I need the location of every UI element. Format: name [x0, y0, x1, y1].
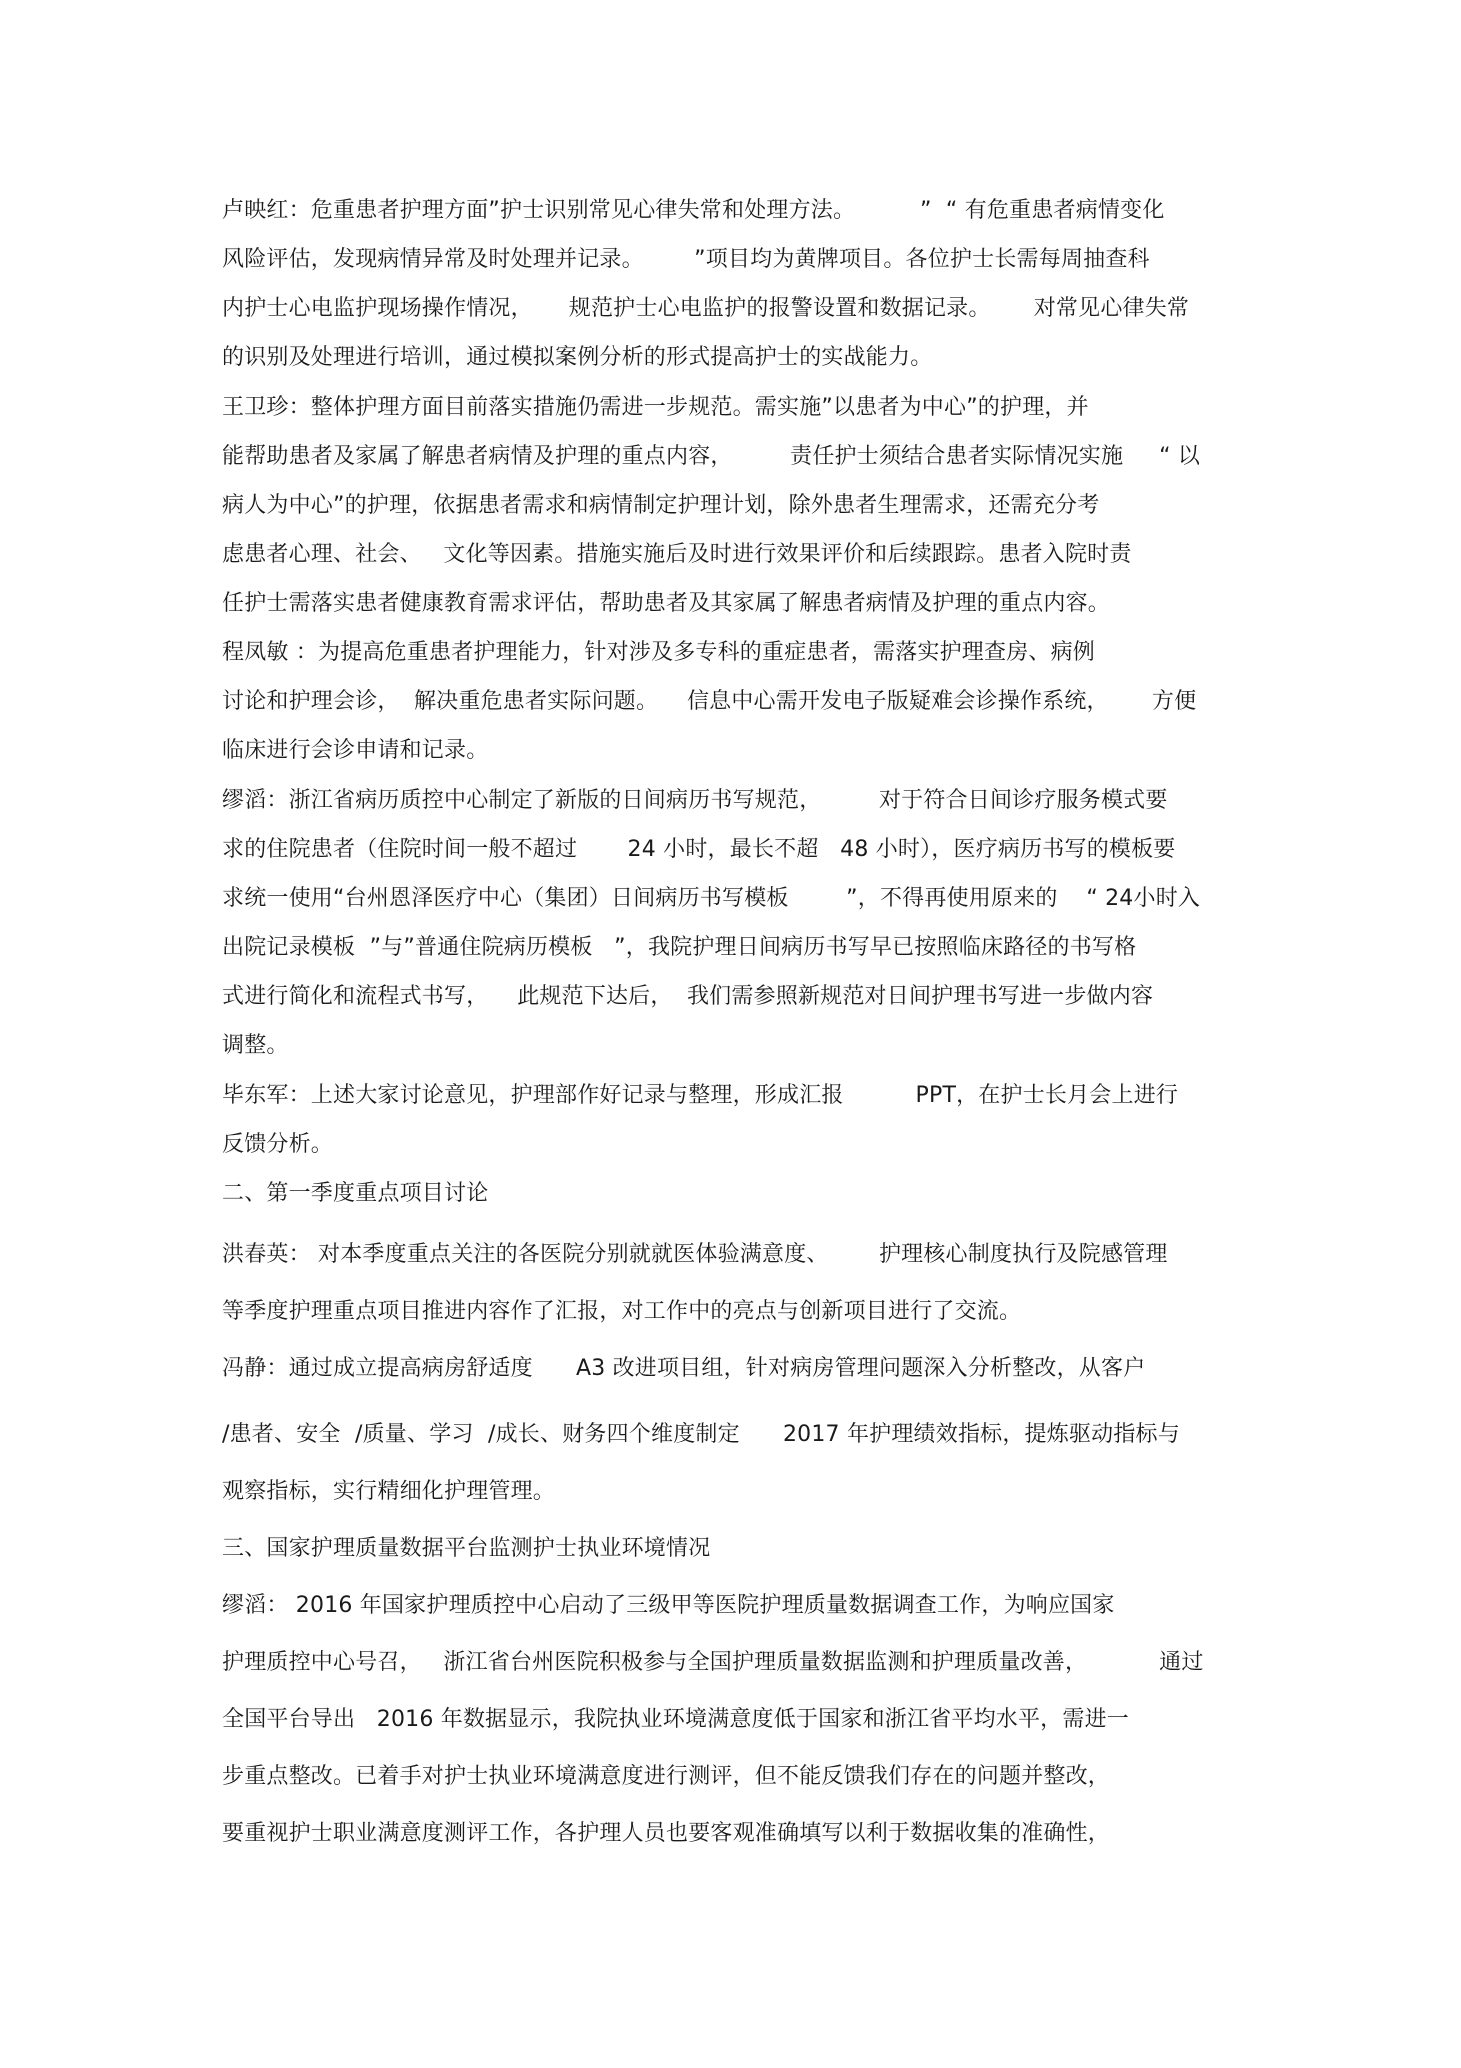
- paragraph-line: 观察指标，实行精细化护理管理。: [222, 1479, 556, 1504]
- paragraph-line: 讨论和护理会诊， 解决重危患者实际问题。 信息中心需开发电子版疑难会诊操作系统， 方便: [222, 689, 1197, 714]
- paragraph-line: 护理质控中心号召， 浙江省台州医院积极参与全国护理质量数据监测和护理质量改善， 通过: [222, 1650, 1204, 1675]
- paragraph-line: 调整。: [222, 1033, 289, 1058]
- paragraph-line: 冯静：通过成立提高病房舒适度 A3 改进项目组，针对病房管理问题深入分析整改，从客户: [222, 1356, 1146, 1381]
- section-heading: 三、国家护理质量数据平台监测护士执业环境情况: [222, 1536, 711, 1561]
- paragraph-line: 临床进行会诊申请和记录。: [222, 738, 489, 763]
- paragraph-line: 任护士需落实患者健康教育需求评估，帮助患者及其家属了解患者病情及护理的重点内容。: [222, 591, 1111, 616]
- section-heading: 二、第一季度重点项目讨论: [222, 1181, 489, 1206]
- paragraph-line: 程凤敏 ：为提高危重患者护理能力，针对涉及多专科的重症患者，需落实护理查房、病例: [222, 640, 1095, 665]
- paragraph-line: 要重视护士职业满意度测评工作，各护理人员也要客观准确填写以利于数据收集的准确性，: [222, 1821, 1111, 1846]
- paragraph-line: /患者、安全 /质量、学习 /成长、财务四个维度制定 2017 年护理绩效指标，提炼驱动指标与: [222, 1422, 1180, 1447]
- paragraph-line: 缪滔：浙江省病历质控中心制定了新版的日间病历书写规范， 对于符合日间诊疗服务模式要: [222, 788, 1168, 813]
- paragraph-line: 风险评估，发现病情异常及时处理并记录。 ”项目均为黄牌项目。各位护士长需每周抽查科: [222, 247, 1150, 272]
- paragraph-line: 等季度护理重点项目推进内容作了汇报，对工作中的亮点与创新项目进行了交流。: [222, 1299, 1022, 1324]
- paragraph-line: 求统一使用“台州恩泽医疗中心（集团）日间病历书写模板 ”，不得再使用原来的 “ 24小时入: [222, 886, 1201, 911]
- paragraph-line: 洪春英： 对本季度重点关注的各医院分别就就医体验满意度、 护理核心制度执行及院感管理: [222, 1242, 1168, 1267]
- paragraph-line: 病人为中心”的护理，依据患者需求和病情制定护理计划，除外患者生理需求，还需充分考: [222, 493, 1100, 518]
- paragraph-line: 缪滔： 2016 年国家护理质控中心启动了三级甲等医院护理质量数据调查工作，为响应国家: [222, 1593, 1115, 1618]
- paragraph-line: 式进行简化和流程式书写， 此规范下达后， 我们需参照新规范对日间护理书写进一步做内容: [222, 984, 1154, 1009]
- paragraph-line: 毕东军：上述大家讨论意见，护理部作好记录与整理，形成汇报 PPT，在护士长月会上进行: [222, 1083, 1179, 1108]
- paragraph-line: 出院记录模板 ”与”普通住院病历模板 ”，我院护理日间病历书写早已按照临床路径的书写格: [222, 935, 1137, 960]
- paragraph-line: 步重点整改。已着手对护士执业环境满意度进行测评，但不能反馈我们存在的问题并整改，: [222, 1764, 1111, 1789]
- paragraph-line: 能帮助患者及家属了解患者病情及护理的重点内容， 责任护士须结合患者实际情况实施 “ 以: [222, 444, 1201, 469]
- paragraph-line: 的识别及处理进行培训，通过模拟案例分析的形式提高护士的实战能力。: [222, 345, 933, 370]
- paragraph-line: 全国平台导出 2016 年数据显示，我院执业环境满意度低于国家和浙江省平均水平，需进一: [222, 1707, 1129, 1732]
- paragraph-line: 卢映红：危重患者护理方面”护士识别常见心律失常和处理方法。 ” “ 有危重患者病情变化: [222, 198, 1165, 223]
- paragraph-line: 王卫珍：整体护理方面目前落实措施仍需进一步规范。需实施”以患者为中心”的护理，并: [222, 395, 1089, 420]
- paragraph-line: 内护士心电监护现场操作情况， 规范护士心电监护的报警设置和数据记录。 对常见心律失常: [222, 296, 1190, 321]
- paragraph-line: 虑患者心理、社会、 文化等因素。措施实施后及时进行效果评价和后续跟踪。患者入院时责: [222, 542, 1132, 567]
- paragraph-line: 求的住院患者（住院时间一般不超过 24 小时，最长不超 48 小时），医疗病历书写的模板要: [222, 837, 1176, 862]
- paragraph-line: 反馈分析。: [222, 1132, 334, 1157]
